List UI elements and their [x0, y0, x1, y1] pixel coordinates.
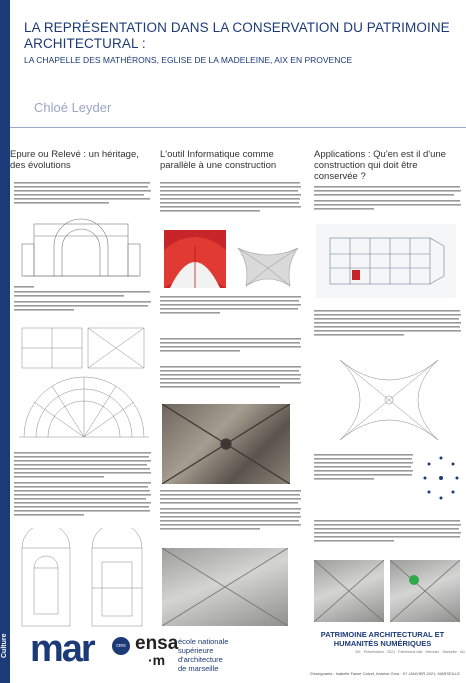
col3-text-4 [314, 520, 462, 552]
col3-text-2 [314, 310, 462, 348]
col3-text-3 [314, 454, 414, 502]
col1-title: Epure ou Relevé : un héritage, des évolutions [10, 149, 139, 171]
col2-text-2 [160, 338, 302, 362]
col1-text-3 [14, 452, 152, 524]
col3-text-1 [314, 186, 462, 222]
vault-plan-drawing [330, 350, 448, 450]
side-band-label: Culture [1, 633, 8, 658]
ensam-logo-m: ·m [148, 652, 166, 668]
church-plan [316, 224, 456, 298]
ensam-logo: ensa [135, 633, 179, 654]
epure-drawing [14, 322, 150, 446]
facade-drawing [14, 214, 148, 280]
col1-text-2 [14, 286, 152, 316]
header-rule [10, 127, 466, 128]
col2-text-3 [160, 366, 302, 400]
culture-logo: mar [30, 628, 94, 670]
col2-text-1 [160, 182, 302, 222]
col1-text-1 [14, 182, 152, 210]
vault-photo [162, 404, 290, 484]
poster-header [24, 20, 454, 65]
elevation-drawing-2 [86, 528, 148, 630]
scan-photo-1 [314, 560, 384, 622]
red-vault-model [160, 226, 230, 292]
col2-caption [160, 296, 302, 322]
pointcloud-photo [162, 548, 288, 626]
col2-title: L'outil Informatique comme parallèle à une construction [160, 149, 277, 171]
elevation-drawing-1 [16, 528, 76, 630]
poster-title: LA REPRÉSENTATION DANS LA CONSERVATION DU PATRIMOINE ARCHITECTURAL : [24, 20, 450, 51]
school-name: école nationale supérieure d'architecture de marseille [178, 637, 229, 673]
col2-text-4 [160, 490, 302, 544]
grey-vault-model [234, 228, 302, 290]
col3-title: Applications : Qu'en est il d'une construction qui doit être conservée ? [314, 149, 446, 182]
programme-title: PATRIMOINE ARCHITECTURAL ET HUMANITÉS NUMÉRIQUES [320, 630, 445, 648]
radial-diagram [420, 452, 462, 508]
programme-subtitle: M2 · Préservation · 2021 · Patrimoine bâti · Mémoire · Marseille · Aix [355, 650, 465, 654]
scan-photo-2 [390, 560, 460, 622]
poster-subtitle: LA CHAPELLE DES MATHÉRONS, EGLISE DE LA MADELEINE, AIX EN PROVENCE [24, 55, 353, 65]
side-band [0, 0, 10, 683]
cnrs-logo: cnrs [112, 637, 130, 655]
credits: Enseignants : Isabelle Fasse Calvet, Antoine Gros · 07 JANVIER 2021, MARSEILLE [310, 671, 460, 676]
author-name: Chloé Leyder [34, 100, 112, 115]
